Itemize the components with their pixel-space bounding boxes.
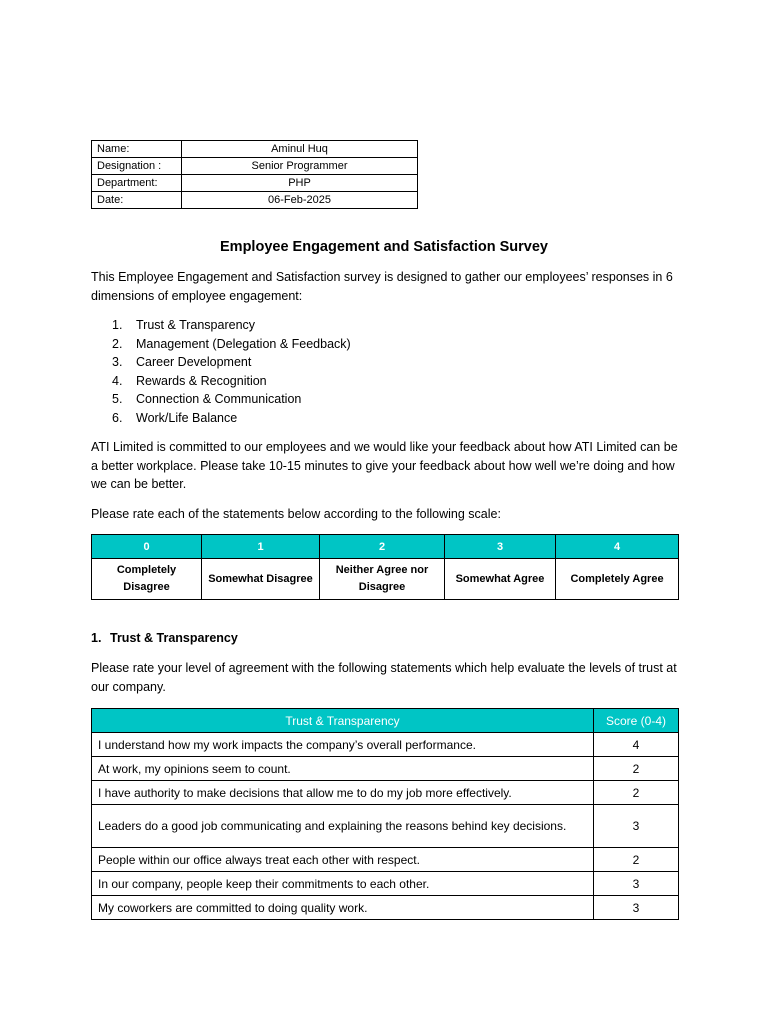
dimension-label: Management (Delegation & Feedback) — [136, 336, 351, 351]
dimension-item — [112, 409, 351, 428]
statement-cell: At work, my opinions seem to count. — [92, 757, 594, 781]
section-1-intro: Please rate your level of agreement with the following statements which help evaluate the levels of trust at our company. — [91, 661, 677, 694]
score-cell: 4 — [594, 733, 679, 757]
dimension-item — [112, 372, 351, 391]
scale-header-row — [92, 535, 679, 559]
score-cell: 3 — [594, 805, 679, 848]
employee-designation-row — [92, 158, 418, 175]
dimension-item — [112, 316, 351, 335]
dimension-label: Career Development — [136, 355, 252, 370]
dimension-item — [112, 390, 351, 409]
dimension-number: 3. — [112, 355, 123, 370]
table-row — [92, 896, 679, 920]
statement-column-header: Trust & Transparency — [92, 709, 594, 733]
survey-title: Employee Engagement and Satisfaction Survey — [220, 239, 548, 255]
statement-cell: I understand how my work impacts the company’s overall performance. — [92, 733, 594, 757]
dimension-item — [112, 353, 351, 372]
dimension-number: 4. — [112, 373, 123, 388]
designation-value: Senior Programmer — [182, 158, 418, 175]
table-row — [92, 733, 679, 757]
scale-value-2: 2 — [320, 535, 445, 559]
score-column-header: Score (0-4) — [594, 709, 679, 733]
table-row — [92, 757, 679, 781]
name-value: Aminul Huq — [182, 141, 418, 158]
rating-scale-table — [91, 534, 679, 600]
table-row — [92, 805, 679, 848]
statement-cell: People within our office always treat each other with respect. — [92, 848, 594, 872]
dimension-number: 6. — [112, 410, 123, 425]
dimension-label: Connection & Communication — [136, 392, 302, 407]
trust-transparency-table — [91, 708, 679, 920]
department-value: PHP — [182, 175, 418, 192]
employee-info-table — [91, 140, 418, 209]
statement-cell: In our company, people keep their commitments to each other. — [92, 872, 594, 896]
scale-label-3: Somewhat Agree — [445, 559, 556, 600]
name-label: Name: — [92, 141, 182, 158]
scale-value-0: 0 — [92, 535, 202, 559]
table-row — [92, 781, 679, 805]
scale-label-1: Somewhat Disagree — [202, 559, 320, 600]
table-row — [92, 848, 679, 872]
employee-department-row — [92, 175, 418, 192]
dimension-item — [112, 335, 351, 354]
dimension-number: 2. — [112, 336, 123, 351]
scale-value-3: 3 — [445, 535, 556, 559]
dimensions-list — [112, 316, 351, 428]
date-label: Date: — [92, 192, 182, 209]
score-cell: 2 — [594, 757, 679, 781]
dimension-label: Work/Life Balance — [136, 410, 238, 425]
statement-cell: I have authority to make decisions that allow me to do my job more effectively. — [92, 781, 594, 805]
dimension-label: Rewards & Recognition — [136, 373, 267, 388]
section-1-number: 1. — [91, 631, 102, 645]
score-cell: 3 — [594, 896, 679, 920]
dimension-number: 5. — [112, 392, 123, 407]
department-label: Department: — [92, 175, 182, 192]
scale-intro: Please rate each of the statements below according to the following scale: — [91, 507, 501, 521]
scale-label-row — [92, 559, 679, 600]
dimension-label: Trust & Transparency — [136, 318, 256, 332]
statement-cell: Leaders do a good job communicating and explaining the reasons behind key decisions. — [92, 805, 594, 848]
score-cell: 2 — [594, 781, 679, 805]
trust-header-row — [92, 709, 679, 733]
section-1-heading — [91, 631, 238, 645]
scale-label-4: Completely Agree — [556, 559, 679, 600]
employee-name-row — [92, 141, 418, 158]
date-value: 06-Feb-2025 — [182, 192, 418, 209]
designation-label: Designation : — [92, 158, 182, 175]
scale-label-0: Completely Disagree — [92, 559, 202, 600]
table-row — [92, 872, 679, 896]
scale-value-4: 4 — [556, 535, 679, 559]
statement-cell: My coworkers are committed to doing quality work. — [92, 896, 594, 920]
employee-date-row — [92, 192, 418, 209]
score-cell: 3 — [594, 872, 679, 896]
scale-label-2: Neither Agree nor Disagree — [320, 559, 445, 600]
section-1-title: Trust & Transparency — [110, 631, 238, 645]
intro-paragraph: This Employee Engagement and Satisfaction survey is designed to gather our employees’ responses in 6 dimensions of employee engagement: — [91, 270, 673, 303]
scale-value-1: 1 — [202, 535, 320, 559]
dimension-number: 1. — [112, 318, 123, 332]
score-cell: 2 — [594, 848, 679, 872]
commitment-paragraph: ATI Limited is committed to our employees and we would like your feedback about how ATI Limited can be a better workplace. Please take 10-15 minutes to give your feedback about how well we’re doing and how we can be better. — [91, 440, 678, 491]
